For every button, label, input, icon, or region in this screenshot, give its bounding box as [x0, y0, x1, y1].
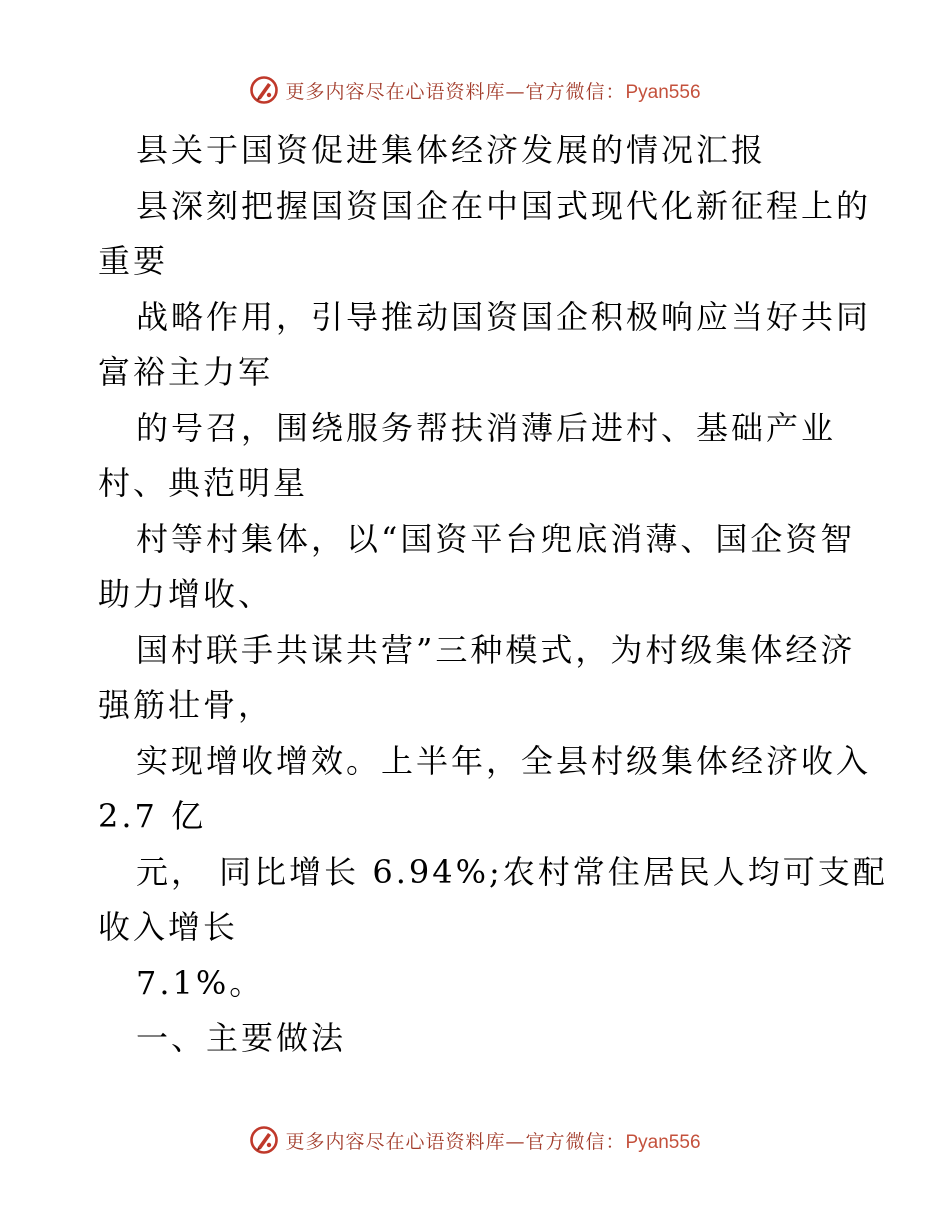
document-line: 收入增长 [98, 908, 239, 946]
header-banner-wx-label: 官方微信： [525, 80, 626, 103]
document-line: 一、主要做法 [136, 1019, 347, 1057]
document-line: 7.1%。 [136, 963, 265, 1002]
footer-banner-text [285, 1127, 700, 1154]
footer-banner-dash: — [505, 1130, 526, 1153]
header-banner-dash: — [505, 80, 526, 103]
document-line: 2.7 亿 [98, 797, 207, 835]
footer-banner-wx-id: Pyan556 [625, 1131, 701, 1153]
header-banner [0, 70, 950, 110]
pen-logo-icon [249, 75, 279, 105]
document-line: 助力增收、 [98, 575, 274, 613]
footer-banner [0, 1120, 950, 1160]
document-line: 村、典范明星 [98, 464, 309, 502]
footer-banner-main: 更多内容尽在心语资料库 [285, 1130, 506, 1153]
document-line: 实现增收增效。上半年，全县村级集体经济收入 [136, 741, 872, 780]
pen-logo-icon [249, 1125, 279, 1155]
document-line: 重要 [98, 242, 169, 280]
footer-banner-wx-label: 官方微信： [525, 1130, 626, 1153]
document-line: 强筋壮骨， [98, 686, 274, 724]
document-body [98, 123, 888, 1067]
document-line: 村等村集体，以“国资平台兜底消薄、国企资智 [136, 519, 856, 558]
document-line: 县深刻把握国资国企在中国式现代化新征程上的 [136, 186, 872, 225]
document-line: 县关于国资促进集体经济发展的情况汇报 [136, 131, 767, 169]
document-line: 国村联手共谋共营”三种模式，为村级集体经济 [136, 630, 856, 669]
header-banner-wx-id: Pyan556 [625, 81, 701, 103]
header-banner-inner [249, 75, 700, 105]
document-line: 元， 同比增长 6.94%;农村常住居民人均可支配 [136, 852, 888, 891]
document-line: 战略作用，引导推动国资国企积极响应当好共同 [136, 297, 872, 336]
header-banner-main: 更多内容尽在心语资料库 [285, 80, 506, 103]
footer-banner-inner [249, 1125, 700, 1155]
document-line: 富裕主力军 [98, 353, 274, 391]
document-line: 的号召，围绕服务帮扶消薄后进村、基础产业 [136, 408, 837, 447]
header-banner-text [285, 77, 700, 104]
